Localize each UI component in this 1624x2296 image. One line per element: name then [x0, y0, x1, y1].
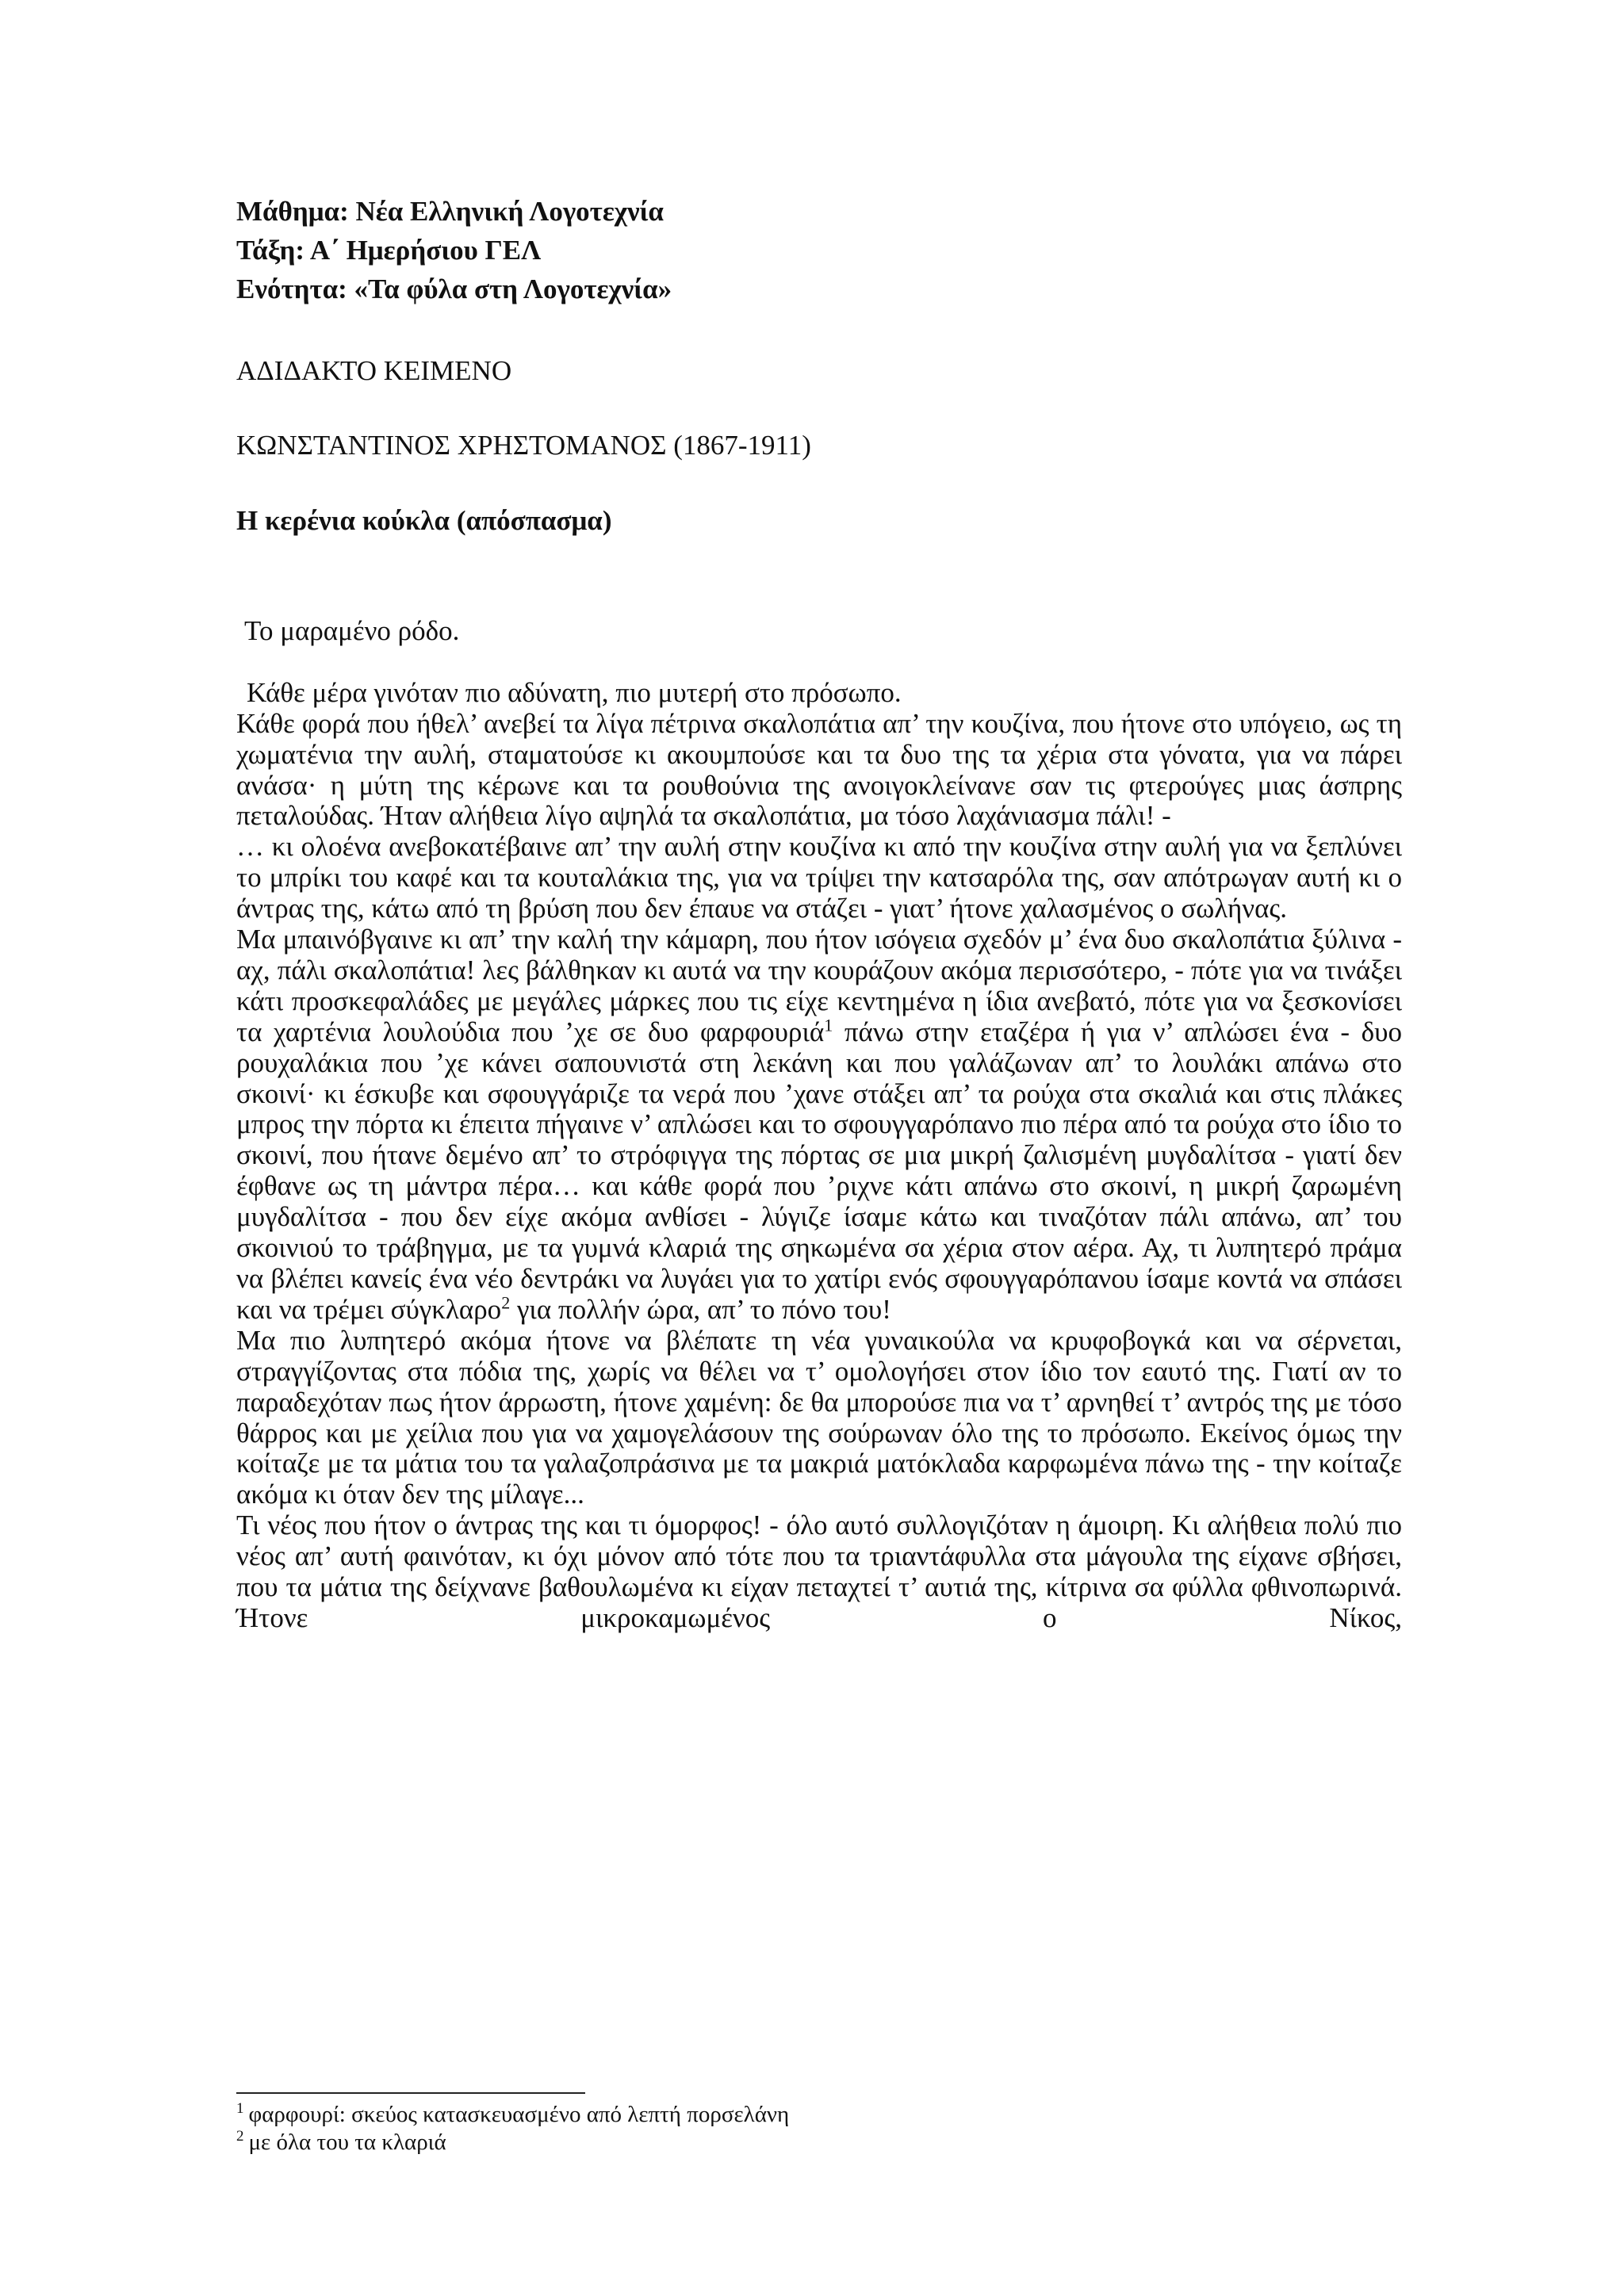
footnote-text: με όλα του τα κλαριά	[248, 2130, 446, 2155]
paragraph-4-part-c: για πολλήν ώρα, απ’ το πόνο του!	[510, 1293, 891, 1325]
footnotes	[236, 2101, 1402, 2156]
document-type-label: ΑΔΙΔΑΚΤΟ ΚΕΙΜΕΝΟ	[236, 355, 512, 386]
chapter-title: Το μαραμένο ρόδο.	[244, 615, 460, 646]
lesson-header	[236, 192, 1402, 308]
paragraph-4-part-b: πάνω στην εταζέρα ή για ν’ απλώσει ένα - δυο ρουχαλάκια που ’χε κάνει σαπουνιστά στη λεκάνη και που γαλάζωναν απ’ το λουλάκι απάνω στο σκοινί· κι έσκυβε και σφουγγάριζε τα νερά που ’χανε στάξει απ’ τα ρούχα στα σκαλιά και στις πλάκες μπρος την πόρτα κι έπειτα πήγαινε ν’ απλώσει και το σφουγγαρόπανο πιο πέρα από τα ρούχα στο ίδιο το σκοινί, που ήτανε δεμένο απ’ το στρόφιγγα της πόρτας σε μια μικρή ζαλισμένη μυγδαλίτσα - γιατί δεν έφθανε ως τη μάντρα πέρα… και κάθε φορά που ’ριχνε κάτι απάνω στο σκοινί, η μικρή ζαρωμένη μυγδαλίτσα - που δεν είχε ακόμα ανθίσει - λύγιζε ίσαμε κάτω και τιναζόταν πάλι απάνω, απ’ του σκοινιού το τράβηγμα, με τα γυμνά κλαριά της σηκωμένα σα χέρια στον αέρα. Αχ, τι λυπητερό πράμα να βλέπει κανείς ένα νέο δεντράκι να λυγάει για το χατίρι ενός σφουγγαρόπανου ίσαμε κοντά να σπάσει και να τρέμει σύγκλαρο	[236, 1016, 1402, 1325]
paragraph-1: Κάθε μέρα γινόταν πιο αδύνατη, πιο μυτερή στο πρόσωπο.	[247, 676, 902, 708]
paragraph-6: Τι νέος που ήτον ο άντρας της και τι όμορφος! - όλο αυτό συλλογιζόταν η άμοιρη. Κι αλήθεια πολύ πιο νέος απ’ αυτή φαινόταν, κι όχι μόνον από τότε που τα τριαντάφυλλα στα μάγουλα της είχανε σβήσει, που τα μάτια της δείχνανε βαθουλωμένα κι είχαν πεταχτεί τ’ αυτιά της, κίτρινα σα φύλλα φθινοπωρινά. Ήτονε μικροκαμωμένος ο Νίκος,	[236, 1510, 1402, 1633]
footnote-text: φαρφουρί: σκεύος κατασκευασμένο από λεπτή πορσελάνη	[248, 2102, 790, 2127]
footnote-number: 1	[236, 2100, 244, 2118]
grade-line: Τάξη: Α΄ Ημερήσιου ΓΕΛ	[236, 235, 542, 266]
blank-line	[236, 647, 1402, 678]
subject-line: Μάθημα: Νέα Ελληνική Λογοτεχνία	[236, 196, 664, 227]
paragraph-4-part-a: Μα μπαινόβγαινε κι απ’ την καλή την κάμαρη, που ήτον ισόγεια σχεδόν μ’ ένα δυο σκαλοπάτια ξύλινα - αχ, πάλι σκαλοπάτια! λες βάλθηκαν κι αυτά να την κουράζουν ακόμα περισσότερο, - πότε για να τινάξει κάτι προσκεφαλάδες με μεγάλες μάρκες που τις είχε κεντημένα η ίδια ανεβατό, πότε για να ξεσκονίσει τα χαρτένια λουλούδια που ’χε σε δυο φαρφουριά	[236, 924, 1402, 1047]
footnote-ref-2: 2	[501, 1292, 511, 1313]
author-heading: ΚΩΝΣΤΑΝΤΙΝΟΣ ΧΡΗΣΤΟΜΑΝΟΣ (1867-1911)	[236, 430, 811, 461]
work-title: Η κερένια κούκλα (απόσπασμα)	[236, 505, 612, 536]
footnote-separator	[236, 2092, 585, 2094]
unit-line: Ενότητα: «Τα φύλα στη Λογοτεχνία»	[236, 274, 672, 304]
footnote-number: 2	[236, 2128, 244, 2145]
paragraph-3: … κι ολοένα ανεβοκατέβαινε απ’ την αυλή στην κουζίνα κι από την κουζίνα στην αυλή για να ξεπλύνει το μπρίκι του καφέ και τα κουταλάκια της, για να τρίψει την κατσαρόλα της, σαν απότρωγαν αυτή κι ο άντρας της, κάτω από τη βρύση που δεν έπαυε να στάζει - γιατ’ ήτονε χαλασμένος ο σωλήνας.	[236, 831, 1402, 924]
paragraph-5: Μα πιο λυπητερό ακόμα ήτονε να βλέπατε τη νέα γυναικούλα να κρυφοβογκά και να σέρνεται, στραγγίζοντας στα πόδια της, χωρίς να θέλει να τ’ ομολογήσει στον ίδιο τον εαυτό της. Γιατί αν το παραδεχόταν πως ήτον άρρωστη, ήτονε χαμένη: δε θα μπορούσε πια να τ’ αρνηθεί τ’ αντρός της με τόσο θάρρος και με χείλια που για να χαμογελάσουν της σούρωναν όλο της το πρόσωπο. Εκείνος όμως την κοίταζε με τα μάτια του τα γαλαζοπράσινα με τα μακριά ματόκλαδα καρφωμένα πάνω της - την κοίταζε ακόμα κι όταν δεν της μίλαγε...	[236, 1324, 1402, 1510]
literary-text	[236, 616, 1402, 1634]
footnote-2	[236, 2129, 1402, 2156]
paragraph-2: Κάθε φορά που ήθελ’ ανεβεί τα λίγα πέτρινα σκαλοπάτια απ’ την κουζίνα, που ήτονε στο υπόγειο, ως τη χωματένια την αυλή, σταματούσε κι ακουμπούσε και τα δυο της τα χέρια στα γόνατα, για να πάρει ανάσα· η μύτη της κέρωνε και τα ρουθούνια της ανοιγοκλείνανε σαν τις φτερούγες μιας άσπρης πεταλούδας. Ήταν αλήθεια λίγο αψηλά τα σκαλοπάτια, μα τόσο λαχάνιασμα πάλι! -	[236, 707, 1402, 832]
footnote-ref-1: 1	[824, 1015, 833, 1035]
footnote-1	[236, 2101, 1402, 2129]
paragraph-4	[236, 924, 1402, 1326]
